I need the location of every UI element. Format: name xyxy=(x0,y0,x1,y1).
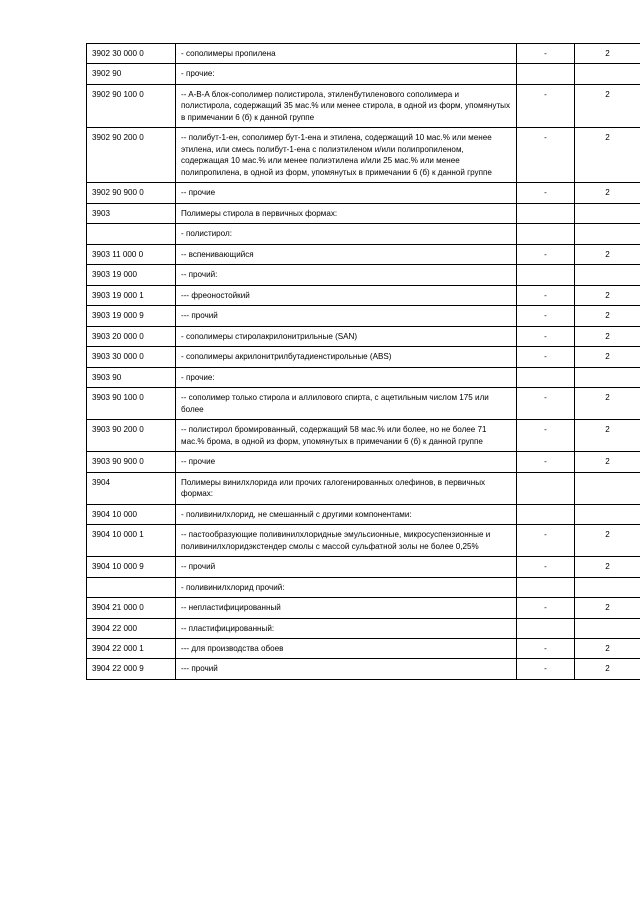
cell-rate: 2 xyxy=(575,452,640,472)
cell-rate: 2 xyxy=(575,306,640,326)
cell-code: 3903 90 900 0 xyxy=(87,452,176,472)
cell-code: 3904 21 000 0 xyxy=(87,598,176,618)
table-row xyxy=(87,44,640,64)
cell-unit: - xyxy=(517,659,575,679)
table-row xyxy=(87,244,640,264)
cell-rate xyxy=(575,504,640,524)
cell-unit: - xyxy=(517,183,575,203)
table-row xyxy=(87,598,640,618)
cell-description: -- полистирол бромированный, содержащий 58 мас.% или более, но не более 71 мас.% брома, в одной из форм, упомянутых в примечании 6 (б) к данной группе xyxy=(176,420,517,452)
cell-rate xyxy=(575,224,640,244)
cell-description: - сополимеры акрилонитрилбутадиенстирольные (ABS) xyxy=(176,347,517,367)
cell-unit xyxy=(517,265,575,285)
cell-description: - сополимеры стиролакрилонитрильные (SAN) xyxy=(176,326,517,346)
table-row xyxy=(87,224,640,244)
cell-description: - поливинилхлорид прочий: xyxy=(176,577,517,597)
cell-code: 3903 19 000 xyxy=(87,265,176,285)
cell-code: 3903 19 000 1 xyxy=(87,285,176,305)
cell-description: - полистирол: xyxy=(176,224,517,244)
cell-rate xyxy=(575,472,640,504)
cell-rate: 2 xyxy=(575,347,640,367)
cell-description: -- прочие xyxy=(176,452,517,472)
table-row xyxy=(87,64,640,84)
cell-unit xyxy=(517,472,575,504)
cell-unit xyxy=(517,504,575,524)
cell-description: - прочие: xyxy=(176,367,517,387)
table-row xyxy=(87,388,640,420)
table-row xyxy=(87,285,640,305)
cell-code: 3904 xyxy=(87,472,176,504)
cell-unit: - xyxy=(517,128,575,183)
cell-rate: 2 xyxy=(575,525,640,557)
cell-description: -- вспенивающийся xyxy=(176,244,517,264)
tariff-table xyxy=(86,43,640,680)
cell-description: --- фреоностойкий xyxy=(176,285,517,305)
cell-code: 3903 xyxy=(87,203,176,223)
cell-unit: - xyxy=(517,347,575,367)
table-row xyxy=(87,420,640,452)
cell-rate xyxy=(575,577,640,597)
cell-unit: - xyxy=(517,598,575,618)
cell-unit: - xyxy=(517,306,575,326)
cell-description: -- сополимер только стирола и аллилового спирта, с ацетильным числом 175 или более xyxy=(176,388,517,420)
table-row xyxy=(87,265,640,285)
cell-rate: 2 xyxy=(575,326,640,346)
cell-code: 3903 90 xyxy=(87,367,176,387)
cell-code: 3903 90 100 0 xyxy=(87,388,176,420)
cell-code: 3903 11 000 0 xyxy=(87,244,176,264)
table-row xyxy=(87,306,640,326)
cell-description: -- пластифицированный: xyxy=(176,618,517,638)
cell-description: -- полибут-1-ен, сополимер бут-1-ена и этилена, содержащий 10 мас.% или менее этилена, или смесь полибут-1-ена с полиэтиленом и/или полипропиленом, содержащая 10 мас.% или менее полиэтилена и/или 25 мас.% или менее полипропилена, в одной из форм, упомянутых в примечании 6 (б) к данной группе xyxy=(176,128,517,183)
cell-description: - сополимеры пропилена xyxy=(176,44,517,64)
cell-code: 3904 10 000 xyxy=(87,504,176,524)
cell-unit: - xyxy=(517,557,575,577)
cell-code xyxy=(87,224,176,244)
cell-rate: 2 xyxy=(575,388,640,420)
cell-unit xyxy=(517,224,575,244)
cell-unit: - xyxy=(517,244,575,264)
cell-rate xyxy=(575,64,640,84)
cell-rate: 2 xyxy=(575,659,640,679)
cell-unit xyxy=(517,367,575,387)
cell-unit: - xyxy=(517,285,575,305)
cell-rate: 2 xyxy=(575,44,640,64)
cell-code: 3904 10 000 9 xyxy=(87,557,176,577)
table-row xyxy=(87,659,640,679)
cell-unit: - xyxy=(517,84,575,127)
cell-code: 3903 30 000 0 xyxy=(87,347,176,367)
cell-code: 3902 90 900 0 xyxy=(87,183,176,203)
table-row xyxy=(87,367,640,387)
cell-code: 3904 22 000 1 xyxy=(87,638,176,658)
cell-description: - прочие: xyxy=(176,64,517,84)
cell-code: 3902 90 200 0 xyxy=(87,128,176,183)
table-row xyxy=(87,525,640,557)
cell-description: --- для производства обоев xyxy=(176,638,517,658)
table-row xyxy=(87,452,640,472)
cell-unit: - xyxy=(517,638,575,658)
cell-code: 3902 90 100 0 xyxy=(87,84,176,127)
cell-description: -- прочий xyxy=(176,557,517,577)
table-row xyxy=(87,618,640,638)
cell-description: Полимеры стирола в первичных формах: xyxy=(176,203,517,223)
cell-rate: 2 xyxy=(575,420,640,452)
table-row xyxy=(87,326,640,346)
cell-rate xyxy=(575,203,640,223)
cell-rate: 2 xyxy=(575,638,640,658)
table-row xyxy=(87,577,640,597)
table-row xyxy=(87,638,640,658)
cell-unit: - xyxy=(517,44,575,64)
cell-description: -- A-B-A блок-сополимер полистирола, этиленбутиленового сополимера и полистирола, содержащий 35 мас.% или менее стирола, в одной из форм, упомянутых в примечании 6 (б) к данной группе xyxy=(176,84,517,127)
cell-rate: 2 xyxy=(575,183,640,203)
cell-code: 3904 10 000 1 xyxy=(87,525,176,557)
tariff-table-body xyxy=(87,44,640,680)
cell-code: 3904 22 000 xyxy=(87,618,176,638)
cell-description: --- прочий xyxy=(176,659,517,679)
cell-unit: - xyxy=(517,420,575,452)
cell-unit: - xyxy=(517,388,575,420)
cell-unit: - xyxy=(517,452,575,472)
cell-unit xyxy=(517,577,575,597)
cell-description: - поливинилхлорид, не смешанный с другими компонентами: xyxy=(176,504,517,524)
cell-code: 3902 90 xyxy=(87,64,176,84)
cell-description: --- прочий xyxy=(176,306,517,326)
table-row xyxy=(87,183,640,203)
cell-rate xyxy=(575,265,640,285)
table-row xyxy=(87,203,640,223)
table-row xyxy=(87,128,640,183)
cell-rate xyxy=(575,367,640,387)
cell-rate xyxy=(575,618,640,638)
cell-unit: - xyxy=(517,326,575,346)
cell-rate: 2 xyxy=(575,244,640,264)
cell-code: 3903 19 000 9 xyxy=(87,306,176,326)
cell-description: -- прочие xyxy=(176,183,517,203)
table-row xyxy=(87,472,640,504)
cell-code xyxy=(87,577,176,597)
cell-description: -- непластифицированный xyxy=(176,598,517,618)
cell-rate: 2 xyxy=(575,128,640,183)
cell-description: Полимеры винилхлорида или прочих галогенированных олефинов, в первичных формах: xyxy=(176,472,517,504)
cell-code: 3904 22 000 9 xyxy=(87,659,176,679)
table-row xyxy=(87,84,640,127)
cell-unit xyxy=(517,203,575,223)
cell-unit: - xyxy=(517,525,575,557)
cell-description: -- пастообразующие поливинилхлоридные эмульсионные, микросуспензионные и поливинилхлоридэкстендер смолы с массой сульфатной золы не более 0,25% xyxy=(176,525,517,557)
cell-rate: 2 xyxy=(575,84,640,127)
table-row xyxy=(87,347,640,367)
cell-rate: 2 xyxy=(575,285,640,305)
cell-code: 3902 30 000 0 xyxy=(87,44,176,64)
cell-unit xyxy=(517,618,575,638)
table-row xyxy=(87,504,640,524)
cell-description: -- прочий: xyxy=(176,265,517,285)
cell-code: 3903 20 000 0 xyxy=(87,326,176,346)
cell-code: 3903 90 200 0 xyxy=(87,420,176,452)
table-row xyxy=(87,557,640,577)
cell-unit xyxy=(517,64,575,84)
cell-rate: 2 xyxy=(575,598,640,618)
cell-rate: 2 xyxy=(575,557,640,577)
